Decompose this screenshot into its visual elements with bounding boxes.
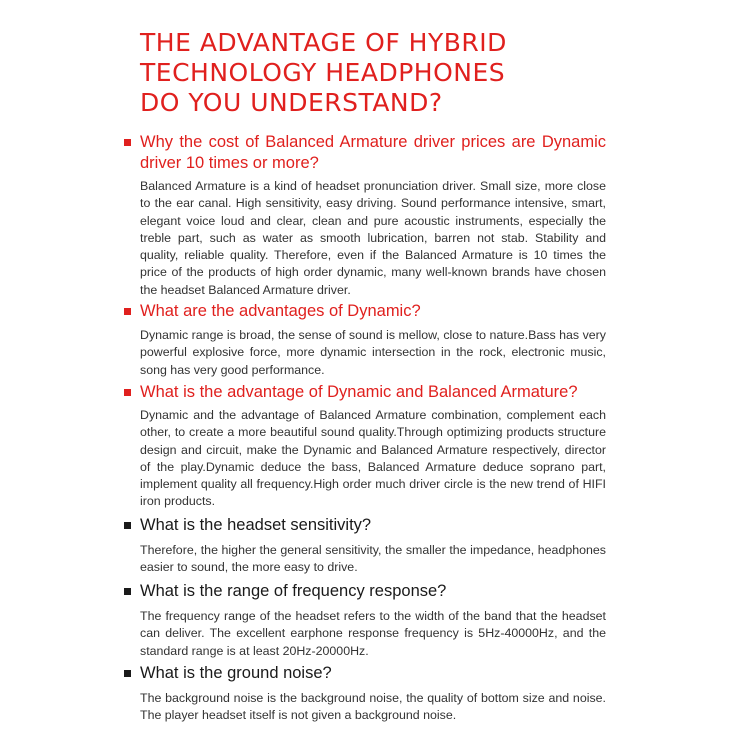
answer-paragraph: The background noise is the background noise, the quality of bottom size and noise. The player headset itself is not given a background noise. (140, 691, 606, 723)
page-title (140, 28, 610, 118)
title-line-1: THE ADVANTAGE OF HYBRID (140, 28, 507, 57)
question-text: What is the advantage of Dynamic and Balanced Armature? (140, 383, 578, 401)
section-dynamic-advantages (122, 301, 606, 379)
square-bullet-icon (124, 670, 131, 677)
question-heading (122, 382, 606, 403)
square-bullet-icon (124, 139, 131, 146)
question-heading (122, 581, 606, 602)
question-heading (122, 132, 606, 174)
title-line-2: TECHNOLOGY HEADPHONES (140, 58, 506, 87)
square-bullet-icon (124, 588, 131, 595)
question-text: What is the range of frequency response? (140, 582, 447, 600)
answer-paragraph: Therefore, the higher the general sensitivity, the smaller the impedance, headphones easier to sound, the more easy to drive. (140, 543, 606, 575)
square-bullet-icon (124, 522, 131, 529)
title-line-3: DO YOU UNDERSTAND? (140, 88, 443, 117)
answer-paragraph: The frequency range of the headset refers to the width of the band that the headset can deliver. The excellent earphone response frequency is 5Hz-40000Hz, and the standard range is at least 20Hz-20000Hz. (140, 609, 606, 658)
section-frequency-response (122, 581, 606, 660)
question-text: What is the headset sensitivity? (140, 516, 372, 534)
question-heading (122, 515, 606, 536)
question-text: Why the cost of Balanced Armature driver prices are Dynamic driver 10 times or more? (140, 133, 606, 172)
question-heading (122, 301, 606, 322)
answer-paragraph: Dynamic range is broad, the sense of sound is mellow, close to nature.Bass has very powerful explosive force, more dynamic intersection in the rock, electronic music, song has very good performance. (140, 328, 606, 377)
question-heading (122, 663, 606, 684)
square-bullet-icon (124, 308, 131, 315)
question-text: What is the ground noise? (140, 664, 332, 682)
section-ba-cost (122, 132, 606, 299)
section-ground-noise (122, 663, 606, 725)
question-text: What are the advantages of Dynamic? (140, 302, 421, 320)
section-sensitivity (122, 515, 606, 577)
section-hybrid-advantage (122, 382, 606, 511)
answer-paragraph: Dynamic and the advantage of Balanced Armature combination, complement each other, to create a more beautiful sound quality.Through optimizing products structure design and circuit, make the Dynamic and Balanced Armature respectively, director of the play.Dynamic deduce the bass, Balanced Armature deduce soprano part, implement quality all frequency.High order much driver circle is the new trend of HIFI iron products. (140, 408, 606, 509)
answer-paragraph: Balanced Armature is a kind of headset pronunciation driver. Small size, more close to the ear canal. High sensitivity, easy driving. Sound performance intensive, smart, elegant voice loud and clear, clean and pure acoustic instruments, especially the treble part, such as water as smooth lubrication, barren not stab. Stability and quality, reliable quality. Therefore, even if the Balanced Armature is 10 times the price of the products of high order dynamic, many well-known brands have chosen the headset Balanced Armature driver. (140, 179, 606, 297)
square-bullet-icon (124, 389, 131, 396)
